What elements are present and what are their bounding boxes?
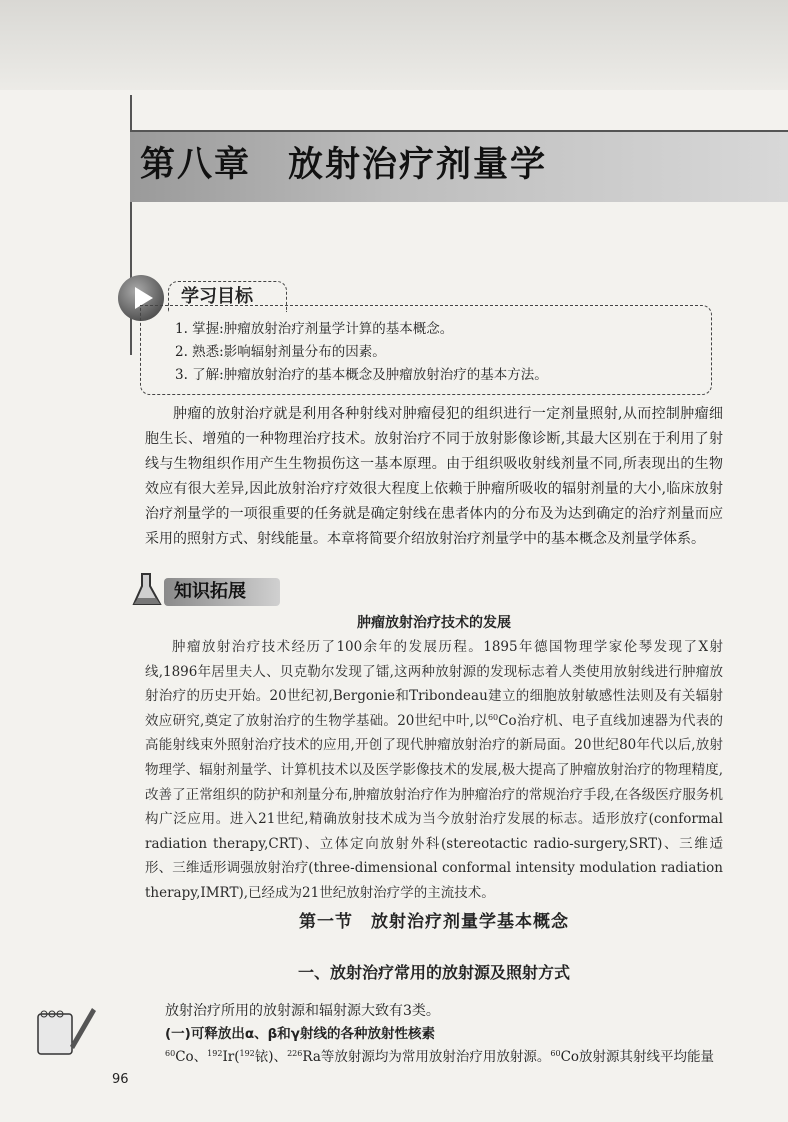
top-band [0,0,788,90]
intro-paragraph: 肿瘤的放射治疗就是利用各种射线对肿瘤侵犯的组织进行一定剂量照射,从而控制肿瘤细胞生长、增殖的一种物理治疗技术。放射治疗不同于放射影像诊断,其最大区别在于利用了射线与生物组织作用产生生物损伤这一基本原理。由于组织吸收射线剂量不同,所表现出的生物效应有很大差异,因此放射治疗疗效很大程度上依赖于肿瘤所吸收的辐射剂量的大小,临床放射治疗剂量学的一项很重要的任务就是确定射线在患者体内的分布及为达到确定的治疗剂量而应采用的照射方式、射线能量。本章将简要介绍放射治疗剂量学中的基本概念及剂量学体系。 [145,406,723,547]
objectives-list [175,318,548,387]
extension-heading: 知识拓展 [164,578,280,606]
objective-item: 2. 熟悉:影响辐射剂量分布的因素。 [175,344,386,360]
flask-icon [130,570,166,610]
chapter-title: 第八章 放射治疗剂量学 [140,145,548,185]
notebook-pen-icon [30,1000,100,1060]
objective-item: 1. 掌握:肿瘤放射治疗剂量学计算的基本概念。 [175,321,454,337]
extension-title: 肿瘤放射治疗技术的发展 [357,615,511,631]
objective-item: 3. 了解:肿瘤放射治疗的基本概念及肿瘤放射治疗的基本方法。 [175,367,548,383]
section-paragraph-2: $^{60}$Co、$^{192}$Ir($^{192}$铱)、$^{226}$Ra等放射源均为常用放射治疗用放射源。$^{60}$Co放射源其射线平均能量 [165,1049,715,1065]
page-number: 96 [112,1072,129,1087]
subsection-title: 一、放射治疗常用的放射源及照射方式 [297,963,570,982]
extension-body: 肿瘤放射治疗技术经历了100余年的发展历程。1895年德国物理学家伦琴发现了X射线,1896年居里夫人、贝克勒尔发现了镭,这两种放射源的发现标志着人类使用放射线进行肿瘤放射治疗的历史开始。20世纪初,Bergonie和Tribondeau建立的细胞放射敏感性法则及有关辐射效应研究,奠定了放射治疗的生物学基础。20世纪中叶,以$^{60}$Co治疗机、电子直线加速器为代表的高能射线束外照射治疗技术的应用,开创了现代肿瘤放射治疗的新局面。20世纪80年代以后,放射物理学、辐射剂量学、计算机技术以及医学影像技术的发展,极大提高了肿瘤放射治疗的物理精度,改善了正常组织的防护和剂量分布,肿瘤放射治疗作为肿瘤治疗的常规治疗手段,在各级医疗服务机构广泛应用。进入21世纪,精确放射技术成为当今放射治疗发展的标志。适形放疗(conformal radiation therapy,CRT)、立体定向放射外科(stereotactic radio-surgery,SRT)、三维适形、三维适形调强放射治疗(three-dimensional conformal intensity modulation radiation therapy,IMRT),已经成为21世纪放射治疗学的主流技术。 [145,639,723,901]
objectives-heading: 学习目标 [168,281,287,312]
subheading: (一)可释放出α、β和γ射线的各种放射性核素 [165,1026,435,1042]
section-paragraph: 放射治疗所用的放射源和辐射源大致有3类。 [165,1003,440,1019]
section-title: 第一节 放射治疗剂量学基本概念 [299,912,569,932]
extension-header [130,570,290,610]
